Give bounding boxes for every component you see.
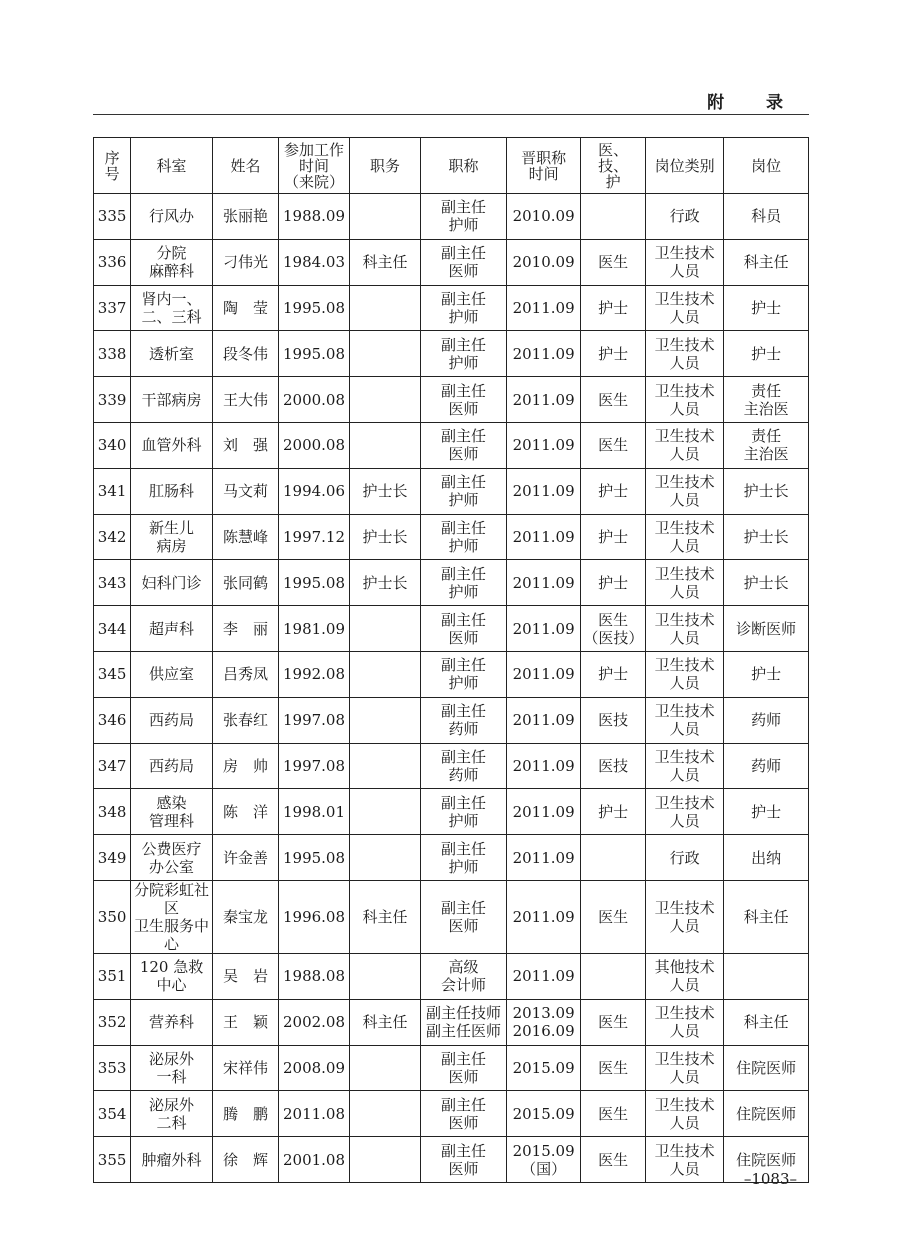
table-row	[94, 697, 809, 743]
cell-category: 护士	[581, 789, 645, 835]
table-row	[94, 743, 809, 789]
cell-department: 新生儿 病房	[131, 514, 213, 560]
cell-index: 355	[94, 1137, 131, 1183]
cell-title: 副主任 医师	[421, 422, 507, 468]
cell-post-type: 卫生技术 人员	[645, 1137, 724, 1183]
cell-title: 副主任 护师	[421, 285, 507, 331]
cell-post: 责任 主治医	[724, 422, 809, 468]
cell-department: 分院彩虹社区 卫生服务中心	[131, 880, 213, 953]
cell-post-type: 卫生技术 人员	[645, 999, 724, 1045]
cell-department: 分院 麻醉科	[131, 239, 213, 285]
cell-post: 住院医师	[724, 1137, 809, 1183]
cell-title: 副主任 护师	[421, 514, 507, 560]
cell-index: 344	[94, 606, 131, 652]
cell-name: 马文莉	[212, 468, 278, 514]
cell-department: 120 急救 中心	[131, 953, 213, 999]
cell-promotion-date: 2010.09	[506, 194, 581, 240]
cell-title: 副主任 药师	[421, 697, 507, 743]
cell-index: 348	[94, 789, 131, 835]
cell-position: 科主任	[349, 880, 421, 953]
cell-index: 339	[94, 377, 131, 423]
cell-name: 李 丽	[212, 606, 278, 652]
cell-post: 出纳	[724, 835, 809, 881]
cell-category: 医生	[581, 1045, 645, 1091]
cell-start-date: 2008.09	[279, 1045, 349, 1091]
cell-category: 护士	[581, 560, 645, 606]
cell-position: 护士长	[349, 560, 421, 606]
cell-position: 科主任	[349, 999, 421, 1045]
cell-post-type: 卫生技术 人员	[645, 789, 724, 835]
cell-title: 高级 会计师	[421, 953, 507, 999]
header-cell-post: 岗位	[724, 138, 809, 194]
cell-index: 350	[94, 880, 131, 953]
table-row	[94, 514, 809, 560]
cell-promotion-date: 2011.09	[506, 953, 581, 999]
header-cell-promotion-date: 晋职称 时间	[506, 138, 581, 194]
cell-start-date: 1996.08	[279, 880, 349, 953]
cell-position	[349, 697, 421, 743]
cell-category: 医生 （医技）	[581, 606, 645, 652]
cell-start-date: 1988.08	[279, 953, 349, 999]
cell-post: 科主任	[724, 880, 809, 953]
cell-category: 医技	[581, 743, 645, 789]
cell-start-date: 1995.08	[279, 835, 349, 881]
cell-post-type: 卫生技术 人员	[645, 880, 724, 953]
cell-index: 351	[94, 953, 131, 999]
table-row	[94, 1137, 809, 1183]
cell-title: 副主任 医师	[421, 1091, 507, 1137]
running-header	[93, 88, 809, 115]
cell-name: 吕秀凤	[212, 651, 278, 697]
cell-promotion-date: 2011.09	[506, 422, 581, 468]
cell-start-date: 2000.08	[279, 422, 349, 468]
cell-promotion-date: 2011.09	[506, 743, 581, 789]
cell-position	[349, 835, 421, 881]
cell-department: 肿瘤外科	[131, 1137, 213, 1183]
cell-promotion-date: 2011.09	[506, 880, 581, 953]
cell-start-date: 1997.08	[279, 743, 349, 789]
cell-post: 护士长	[724, 560, 809, 606]
cell-promotion-date: 2011.09	[506, 514, 581, 560]
table-row	[94, 880, 809, 953]
cell-start-date: 2000.08	[279, 377, 349, 423]
table-row	[94, 651, 809, 697]
cell-promotion-date: 2011.09	[506, 560, 581, 606]
cell-name: 许金善	[212, 835, 278, 881]
cell-category: 医技	[581, 697, 645, 743]
cell-name: 吴 岩	[212, 953, 278, 999]
cell-promotion-date: 2011.09	[506, 377, 581, 423]
cell-name: 腾 鹏	[212, 1091, 278, 1137]
cell-position	[349, 1045, 421, 1091]
cell-department: 泌尿外 二科	[131, 1091, 213, 1137]
cell-post: 责任 主治医	[724, 377, 809, 423]
cell-department: 肛肠科	[131, 468, 213, 514]
cell-index: 340	[94, 422, 131, 468]
cell-promotion-date: 2011.09	[506, 789, 581, 835]
cell-category: 医生	[581, 377, 645, 423]
table-row	[94, 835, 809, 881]
cell-promotion-date: 2013.09 2016.09	[506, 999, 581, 1045]
cell-start-date: 2002.08	[279, 999, 349, 1045]
cell-post: 诊断医师	[724, 606, 809, 652]
cell-post-type: 卫生技术 人员	[645, 1091, 724, 1137]
table-row	[94, 377, 809, 423]
cell-post: 护士	[724, 651, 809, 697]
cell-promotion-date: 2015.09	[506, 1045, 581, 1091]
cell-start-date: 1984.03	[279, 239, 349, 285]
cell-index: 353	[94, 1045, 131, 1091]
cell-title: 副主任 医师	[421, 880, 507, 953]
cell-title: 副主任 药师	[421, 743, 507, 789]
cell-name: 张春红	[212, 697, 278, 743]
cell-department: 肾内一、 二、三科	[131, 285, 213, 331]
cell-category	[581, 835, 645, 881]
cell-index: 347	[94, 743, 131, 789]
cell-promotion-date: 2011.09	[506, 606, 581, 652]
cell-department: 西药局	[131, 743, 213, 789]
cell-index: 349	[94, 835, 131, 881]
header-cell-category: 医、技、 护	[581, 138, 645, 194]
table-row	[94, 331, 809, 377]
cell-post: 科主任	[724, 999, 809, 1045]
cell-index: 336	[94, 239, 131, 285]
cell-index: 352	[94, 999, 131, 1045]
table-body	[94, 194, 809, 1183]
cell-title: 副主任 护师	[421, 560, 507, 606]
cell-position	[349, 194, 421, 240]
cell-start-date: 2011.08	[279, 1091, 349, 1137]
cell-start-date: 1995.08	[279, 560, 349, 606]
cell-name: 段冬伟	[212, 331, 278, 377]
cell-category: 护士	[581, 468, 645, 514]
cell-index: 338	[94, 331, 131, 377]
cell-post: 住院医师	[724, 1091, 809, 1137]
cell-category: 医生	[581, 1137, 645, 1183]
table-row	[94, 468, 809, 514]
cell-post-type: 卫生技术 人员	[645, 239, 724, 285]
cell-promotion-date: 2011.09	[506, 835, 581, 881]
table-row	[94, 953, 809, 999]
cell-post-type: 卫生技术 人员	[645, 285, 724, 331]
cell-title: 副主任 医师	[421, 377, 507, 423]
cell-post-type: 卫生技术 人员	[645, 1045, 724, 1091]
cell-index: 341	[94, 468, 131, 514]
table-row	[94, 789, 809, 835]
header-cell-start-date: 参加工作 时间 （来院）	[279, 138, 349, 194]
cell-promotion-date: 2015.09 （国）	[506, 1137, 581, 1183]
cell-start-date: 1997.08	[279, 697, 349, 743]
cell-name: 张丽艳	[212, 194, 278, 240]
cell-position	[349, 789, 421, 835]
cell-department: 供应室	[131, 651, 213, 697]
cell-category: 医生	[581, 422, 645, 468]
cell-name: 张同鹤	[212, 560, 278, 606]
cell-name: 陈 洋	[212, 789, 278, 835]
cell-department: 超声科	[131, 606, 213, 652]
cell-category	[581, 194, 645, 240]
cell-post-type: 行政	[645, 835, 724, 881]
cell-category: 医生	[581, 880, 645, 953]
cell-department: 血管外科	[131, 422, 213, 468]
cell-category: 护士	[581, 285, 645, 331]
cell-category: 护士	[581, 651, 645, 697]
cell-post: 科员	[724, 194, 809, 240]
cell-name: 秦宝龙	[212, 880, 278, 953]
cell-post: 科主任	[724, 239, 809, 285]
cell-title: 副主任 护师	[421, 789, 507, 835]
cell-start-date: 2001.08	[279, 1137, 349, 1183]
cell-name: 刘 强	[212, 422, 278, 468]
cell-category: 医生	[581, 999, 645, 1045]
cell-name: 陶 莹	[212, 285, 278, 331]
cell-category: 医生	[581, 239, 645, 285]
cell-position: 科主任	[349, 239, 421, 285]
cell-title: 副主任 护师	[421, 468, 507, 514]
staff-table	[93, 137, 809, 1183]
table-row	[94, 239, 809, 285]
header-cell-name: 姓名	[212, 138, 278, 194]
cell-department: 公费医疗 办公室	[131, 835, 213, 881]
cell-name: 王大伟	[212, 377, 278, 423]
cell-position	[349, 651, 421, 697]
cell-start-date: 1995.08	[279, 285, 349, 331]
cell-index: 346	[94, 697, 131, 743]
cell-post-type: 卫生技术 人员	[645, 606, 724, 652]
cell-post-type: 卫生技术 人员	[645, 743, 724, 789]
cell-position: 护士长	[349, 514, 421, 560]
table-row	[94, 194, 809, 240]
cell-category: 护士	[581, 331, 645, 377]
cell-promotion-date: 2011.09	[506, 331, 581, 377]
cell-position: 护士长	[349, 468, 421, 514]
table-row	[94, 560, 809, 606]
cell-position	[349, 422, 421, 468]
header-cell-title: 职称	[421, 138, 507, 194]
cell-post: 药师	[724, 743, 809, 789]
cell-start-date: 1997.12	[279, 514, 349, 560]
cell-position	[349, 1137, 421, 1183]
cell-department: 泌尿外 一科	[131, 1045, 213, 1091]
cell-position	[349, 331, 421, 377]
header-cell-position: 职务	[349, 138, 421, 194]
cell-start-date: 1998.01	[279, 789, 349, 835]
cell-title: 副主任 护师	[421, 194, 507, 240]
cell-post: 护士	[724, 789, 809, 835]
cell-department: 透析室	[131, 331, 213, 377]
cell-title: 副主任 医师	[421, 1045, 507, 1091]
cell-post-type: 卫生技术 人员	[645, 331, 724, 377]
cell-department: 干部病房	[131, 377, 213, 423]
cell-post	[724, 953, 809, 999]
cell-index: 354	[94, 1091, 131, 1137]
cell-department: 行风办	[131, 194, 213, 240]
cell-post: 药师	[724, 697, 809, 743]
cell-index: 335	[94, 194, 131, 240]
cell-start-date: 1992.08	[279, 651, 349, 697]
cell-promotion-date: 2011.09	[506, 285, 581, 331]
cell-post: 护士	[724, 285, 809, 331]
cell-index: 337	[94, 285, 131, 331]
table-row	[94, 999, 809, 1045]
cell-category: 医生	[581, 1091, 645, 1137]
header-cell-department: 科室	[131, 138, 213, 194]
cell-position	[349, 743, 421, 789]
header-cell-post-type: 岗位类别	[645, 138, 724, 194]
cell-promotion-date: 2015.09	[506, 1091, 581, 1137]
table-row	[94, 1045, 809, 1091]
cell-position	[349, 377, 421, 423]
cell-title: 副主任 医师	[421, 239, 507, 285]
table-row	[94, 422, 809, 468]
cell-post: 护士长	[724, 468, 809, 514]
cell-post-type: 卫生技术 人员	[645, 697, 724, 743]
cell-category: 护士	[581, 514, 645, 560]
cell-post-type: 卫生技术 人员	[645, 651, 724, 697]
table-row	[94, 606, 809, 652]
table-row	[94, 285, 809, 331]
cell-post-type: 行政	[645, 194, 724, 240]
cell-post-type: 卫生技术 人员	[645, 514, 724, 560]
cell-post: 护士	[724, 331, 809, 377]
cell-name: 宋祥伟	[212, 1045, 278, 1091]
cell-post: 护士长	[724, 514, 809, 560]
cell-department: 妇科门诊	[131, 560, 213, 606]
cell-position	[349, 1091, 421, 1137]
cell-title: 副主任 护师	[421, 651, 507, 697]
section-title: 附 录	[707, 93, 801, 113]
cell-name: 王 颖	[212, 999, 278, 1045]
cell-title: 副主任 医师	[421, 606, 507, 652]
cell-index: 342	[94, 514, 131, 560]
cell-department: 营养科	[131, 999, 213, 1045]
cell-name: 刁伟光	[212, 239, 278, 285]
cell-department: 西药局	[131, 697, 213, 743]
cell-start-date: 1995.08	[279, 331, 349, 377]
cell-promotion-date: 2011.09	[506, 651, 581, 697]
cell-post-type: 卫生技术 人员	[645, 377, 724, 423]
cell-promotion-date: 2010.09	[506, 239, 581, 285]
cell-title: 副主任 护师	[421, 835, 507, 881]
cell-title: 副主任 护师	[421, 331, 507, 377]
table-row	[94, 1091, 809, 1137]
cell-position	[349, 285, 421, 331]
cell-position	[349, 606, 421, 652]
cell-index: 343	[94, 560, 131, 606]
cell-promotion-date: 2011.09	[506, 468, 581, 514]
cell-title: 副主任 医师	[421, 1137, 507, 1183]
cell-index: 345	[94, 651, 131, 697]
cell-start-date: 1994.06	[279, 468, 349, 514]
cell-post-type: 卫生技术 人员	[645, 468, 724, 514]
cell-department: 感染 管理科	[131, 789, 213, 835]
header-cell-index: 序 号	[94, 138, 131, 194]
cell-post-type: 卫生技术 人员	[645, 560, 724, 606]
cell-category	[581, 953, 645, 999]
cell-post: 住院医师	[724, 1045, 809, 1091]
cell-name: 陈慧峰	[212, 514, 278, 560]
cell-promotion-date: 2011.09	[506, 697, 581, 743]
cell-title: 副主任技师 副主任医师	[421, 999, 507, 1045]
cell-position	[349, 953, 421, 999]
cell-name: 房 帅	[212, 743, 278, 789]
cell-start-date: 1988.09	[279, 194, 349, 240]
cell-post-type: 其他技术 人员	[645, 953, 724, 999]
cell-start-date: 1981.09	[279, 606, 349, 652]
cell-post-type: 卫生技术 人员	[645, 422, 724, 468]
table-header-row	[94, 138, 809, 194]
page-number: –1083–	[743, 1170, 797, 1188]
cell-name: 徐 辉	[212, 1137, 278, 1183]
